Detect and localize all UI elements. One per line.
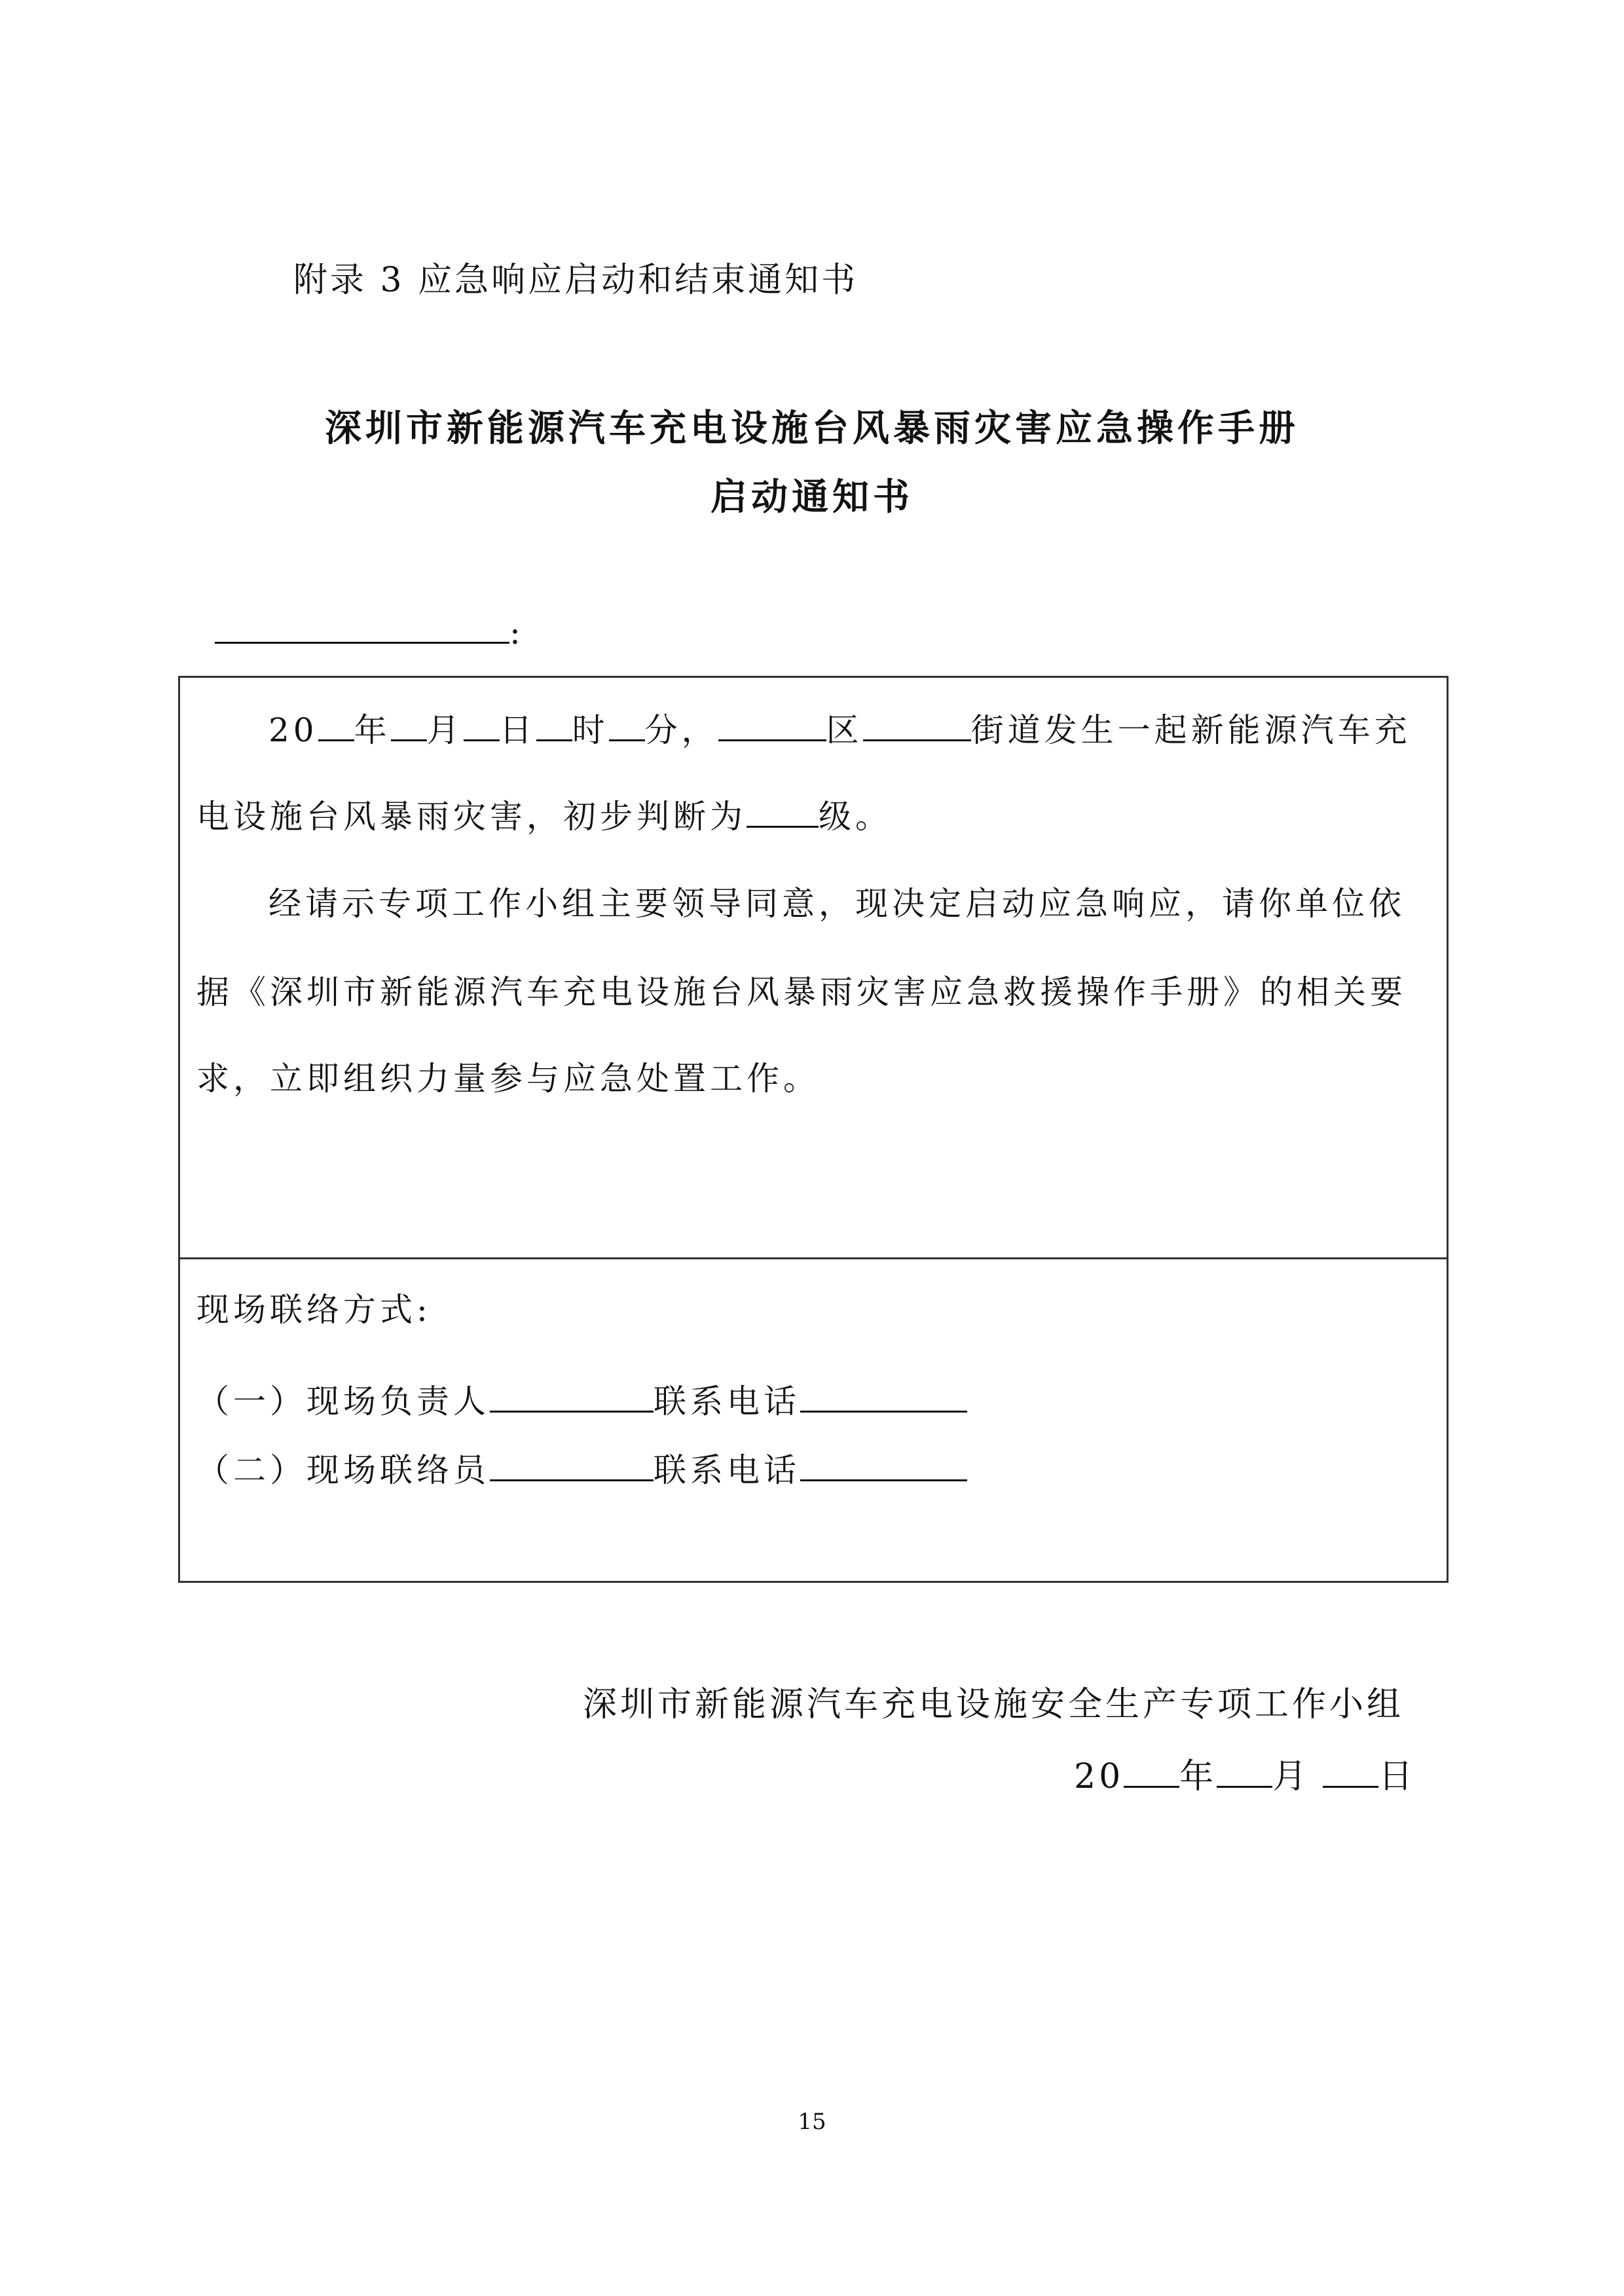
sign-year-blank[interactable] xyxy=(1124,1752,1179,1788)
phone-blank-2[interactable] xyxy=(800,1447,967,1481)
document-title: 深圳市新能源汽车充电设施台风暴雨灾害应急操作手册 xyxy=(325,407,1299,450)
hour-blank[interactable] xyxy=(536,707,572,741)
notice-para2-line3: 求，立即组织力量参与应急处置工作。 xyxy=(196,1060,820,1098)
frame-divider xyxy=(178,1257,1449,1259)
sign-month-blank[interactable] xyxy=(1217,1752,1272,1788)
document-subtitle: 启动通知书 xyxy=(710,475,913,519)
year-blank[interactable] xyxy=(318,707,354,741)
street-text: 街道发生一起新能源汽车充 xyxy=(970,711,1411,749)
page-number: 15 xyxy=(798,2109,826,2135)
phone-label-2: 联系电话 xyxy=(654,1451,800,1489)
signing-date xyxy=(1074,1749,1416,1798)
sign-day-label: 日 xyxy=(1378,1757,1416,1796)
day-blank[interactable] xyxy=(464,707,500,741)
appendix-heading: 附录 3 应急响应启动和结束通知书 xyxy=(293,261,858,300)
district-blank[interactable] xyxy=(718,707,826,741)
contact-row-liaison xyxy=(196,1444,967,1491)
year-label: 年 xyxy=(354,711,391,749)
phone-label-1: 联系电话 xyxy=(654,1382,800,1420)
recipient-blank[interactable] xyxy=(215,609,509,644)
liaison-label: （二）现场联络员 xyxy=(196,1451,490,1489)
sign-year-label: 年 xyxy=(1179,1757,1217,1796)
hour-label: 时 xyxy=(572,711,609,749)
contact-heading: 现场联络方式: xyxy=(196,1291,432,1329)
recipient-line xyxy=(215,609,521,652)
sign-day-blank[interactable] xyxy=(1323,1752,1378,1788)
street-blank[interactable] xyxy=(863,707,971,741)
liaison-blank[interactable] xyxy=(490,1447,654,1481)
sign-year-prefix: 20 xyxy=(1074,1757,1124,1796)
month-blank[interactable] xyxy=(391,707,427,741)
disaster-text: 电设施台风暴雨灾害，初步判断为 xyxy=(196,798,747,836)
month-label: 月 xyxy=(426,711,464,749)
sign-month-label: 月 xyxy=(1272,1757,1310,1796)
level-label: 级。 xyxy=(819,798,892,836)
notice-para2-line1: 经请示专项工作小组主要领导同意，现决定启动应急响应，请你单位依 xyxy=(268,885,1405,923)
contact-row-person-in-charge xyxy=(196,1375,967,1422)
day-label: 日 xyxy=(499,711,536,749)
district-label: 区 xyxy=(826,711,863,749)
minute-label: 分， xyxy=(644,711,718,749)
signing-organization: 深圳市新能源汽车充电设施安全生产专项工作小组 xyxy=(583,1685,1405,1724)
level-blank[interactable] xyxy=(747,793,819,828)
recipient-colon: : xyxy=(509,614,521,652)
minute-blank[interactable] xyxy=(609,707,645,741)
notice-line-1 xyxy=(268,704,1411,751)
year-prefix: 20 xyxy=(268,711,318,749)
person-in-charge-blank[interactable] xyxy=(490,1378,654,1413)
notice-para2-line2: 据《深圳市新能源汽车充电设施台风暴雨灾害应急救援操作手册》的相关要 xyxy=(196,973,1407,1011)
notice-line-2 xyxy=(196,790,892,838)
person-in-charge-label: （一）现场负责人 xyxy=(196,1382,490,1420)
phone-blank-1[interactable] xyxy=(800,1378,967,1413)
